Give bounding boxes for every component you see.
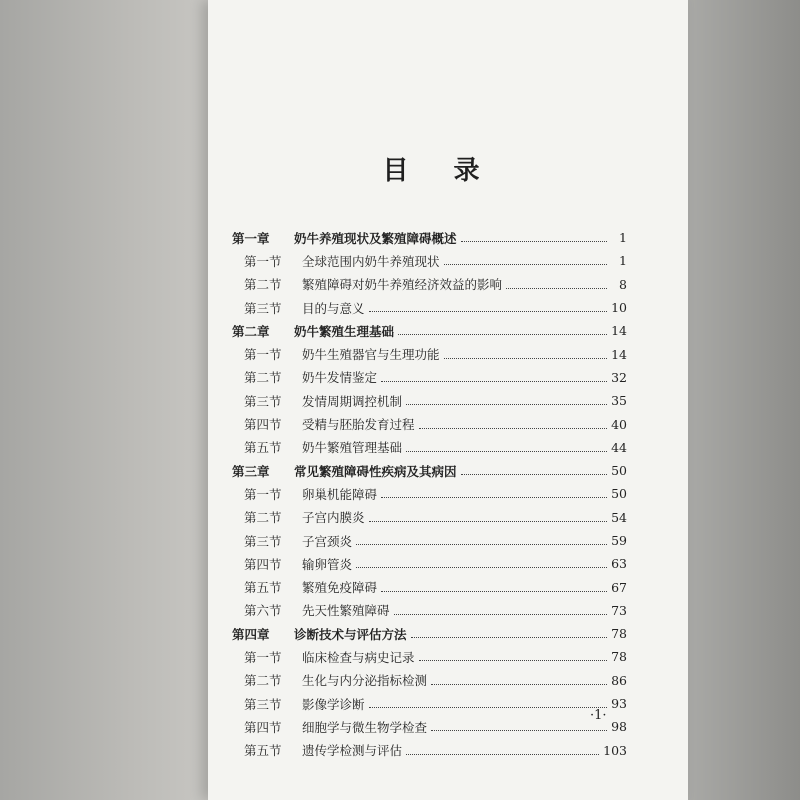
- toc-entry-title: 输卵管炎: [302, 556, 353, 572]
- toc-entry-page-number: 1: [619, 253, 627, 269]
- toc-entry-page-number: 50: [611, 463, 627, 479]
- dot-leader: [398, 334, 607, 335]
- toc-entry-label: 第六节: [244, 603, 282, 619]
- toc-section-row: [232, 529, 627, 552]
- dot-leader: [381, 381, 607, 382]
- toc-entry-title: 子宫颈炎: [302, 533, 353, 549]
- toc-entry-title: 全球范围内奶牛养殖现状: [302, 253, 440, 269]
- dot-leader: [369, 707, 607, 708]
- dot-leader: [506, 288, 607, 289]
- toc-entry-title: 影像学诊断: [302, 696, 365, 712]
- dot-leader: [381, 591, 607, 592]
- toc-entry-page-number: 73: [611, 602, 627, 618]
- toc-entry-title: 奶牛繁殖生理基础: [294, 323, 395, 339]
- toc-entry-page-number: 14: [611, 323, 627, 339]
- toc-entry-title: 诊断技术与评估方法: [294, 626, 407, 642]
- toc-entry-page-number: 93: [611, 696, 627, 712]
- toc-entry-label: 第五节: [244, 580, 282, 596]
- dot-leader: [461, 474, 607, 475]
- toc-entry-title: 子宫内膜炎: [302, 510, 365, 526]
- toc-entry-label: 第五节: [244, 440, 282, 456]
- toc-entry-label: 第一节: [244, 347, 282, 363]
- toc-entry-page-number: 10: [611, 300, 627, 316]
- dot-leader: [419, 428, 607, 429]
- toc-section-row: [232, 296, 627, 319]
- dot-leader: [406, 754, 599, 755]
- toc-section-row: [232, 389, 627, 412]
- toc-entry-page-number: 86: [611, 672, 627, 688]
- toc-entry-title: 临床检查与病史记录: [302, 649, 415, 665]
- toc-entry-label: 第一章: [232, 230, 270, 246]
- toc-entry-label: 第四节: [244, 556, 282, 572]
- toc-entry-title: 奶牛繁殖管理基础: [302, 440, 403, 456]
- toc-entry-label: 第二节: [244, 370, 282, 386]
- toc-section-row: [232, 739, 627, 762]
- toc-entry-page-number: 67: [611, 579, 627, 595]
- dot-leader: [419, 660, 607, 661]
- toc-section-row: [232, 715, 627, 738]
- toc-entry-label: 第四节: [244, 417, 282, 433]
- toc-entry-page-number: 103: [603, 742, 627, 758]
- toc-entry-page-number: 40: [611, 416, 627, 432]
- toc-section-row: [232, 273, 627, 296]
- toc-entry-label: 第四章: [232, 626, 270, 642]
- toc-section-row: [232, 692, 627, 715]
- toc-entry-label: 第二节: [244, 277, 282, 293]
- toc-entry-page-number: 1: [619, 230, 627, 246]
- dot-leader: [369, 521, 607, 522]
- toc-entry-page-number: 32: [611, 369, 627, 385]
- page-title: 目 录: [382, 156, 498, 186]
- toc-section-row: [232, 366, 627, 389]
- page-edge-shadow: [688, 0, 800, 800]
- dot-leader: [394, 614, 607, 615]
- toc-chapter-row: [232, 459, 627, 482]
- toc-entry-title: 细胞学与微生物学检查: [302, 719, 428, 735]
- toc-chapter-row: [232, 622, 627, 645]
- toc-entry-title: 先天性繁殖障碍: [302, 603, 390, 619]
- dot-leader: [381, 497, 607, 498]
- toc-entry-label: 第三章: [232, 463, 270, 479]
- toc-section-row: [232, 342, 627, 365]
- toc-entry-title: 受精与胚胎发育过程: [302, 417, 415, 433]
- toc-section-row: [232, 599, 627, 622]
- dot-leader: [406, 451, 607, 452]
- dot-leader: [356, 544, 607, 545]
- toc-entry-title: 繁殖障碍对奶牛养殖经济效益的影响: [302, 277, 503, 293]
- toc-entry-page-number: 50: [611, 486, 627, 502]
- toc-entry-label: 第二节: [244, 673, 282, 689]
- toc-chapter-row: [232, 226, 627, 249]
- toc-entry-page-number: 63: [611, 556, 627, 572]
- toc-section-row: [232, 412, 627, 435]
- toc-entry-title: 奶牛养殖现状及繁殖障碍概述: [294, 230, 457, 246]
- toc-entry-label: 第三节: [244, 300, 282, 316]
- dot-leader: [411, 637, 607, 638]
- toc-entry-label: 第三节: [244, 393, 282, 409]
- toc-section-row: [232, 669, 627, 692]
- toc-section-row: [232, 552, 627, 575]
- toc-entry-page-number: 44: [611, 439, 627, 455]
- toc-chapter-row: [232, 319, 627, 342]
- table-of-contents: [232, 226, 627, 762]
- toc-entry-page-number: 35: [611, 393, 627, 409]
- dot-leader: [444, 264, 607, 265]
- dot-leader: [444, 358, 607, 359]
- toc-entry-label: 第一节: [244, 649, 282, 665]
- dot-leader: [356, 567, 607, 568]
- toc-entry-label: 第四节: [244, 719, 282, 735]
- toc-section-row: [232, 249, 627, 272]
- toc-entry-title: 遗传学检测与评估: [302, 743, 403, 759]
- toc-entry-page-number: 78: [611, 626, 627, 642]
- toc-entry-label: 第二章: [232, 323, 270, 339]
- toc-entry-label: 第一节: [244, 253, 282, 269]
- dot-leader: [406, 404, 607, 405]
- toc-entry-title: 繁殖免疫障碍: [302, 580, 378, 596]
- toc-entry-page-number: 78: [611, 649, 627, 665]
- toc-section-row: [232, 645, 627, 668]
- toc-entry-title: 卵巢机能障碍: [302, 486, 378, 502]
- toc-entry-title: 奶牛生殖器官与生理功能: [302, 347, 440, 363]
- toc-entry-page-number: 59: [611, 533, 627, 548]
- toc-entry-title: 常见繁殖障碍性疾病及其病因: [294, 463, 457, 479]
- toc-entry-label: 第三节: [244, 696, 282, 712]
- toc-entry-title: 奶牛发情鉴定: [302, 370, 378, 386]
- toc-entry-label: 第二节: [244, 510, 282, 526]
- toc-entry-label: 第三节: [244, 533, 282, 549]
- dot-leader: [431, 730, 607, 731]
- toc-section-row: [232, 506, 627, 529]
- toc-entry-title: 生化与内分泌指标检测: [302, 673, 428, 689]
- toc-entry-page-number: 54: [611, 509, 627, 525]
- toc-entry-title: 发情周期调控机制: [302, 393, 403, 409]
- toc-section-row: [232, 575, 627, 598]
- toc-entry-label: 第五节: [244, 743, 282, 759]
- toc-entry-page-number: 98: [611, 719, 627, 735]
- dot-leader: [431, 684, 607, 685]
- toc-section-row: [232, 436, 627, 459]
- dot-leader: [461, 241, 607, 242]
- toc-entry-page-number: 8: [619, 276, 627, 292]
- dot-leader: [369, 311, 607, 312]
- toc-entry-title: 目的与意义: [302, 300, 365, 316]
- page-folio: ·1·: [590, 708, 607, 723]
- toc-entry-label: 第一节: [244, 486, 282, 502]
- toc-section-row: [232, 482, 627, 505]
- toc-entry-page-number: 14: [611, 346, 627, 362]
